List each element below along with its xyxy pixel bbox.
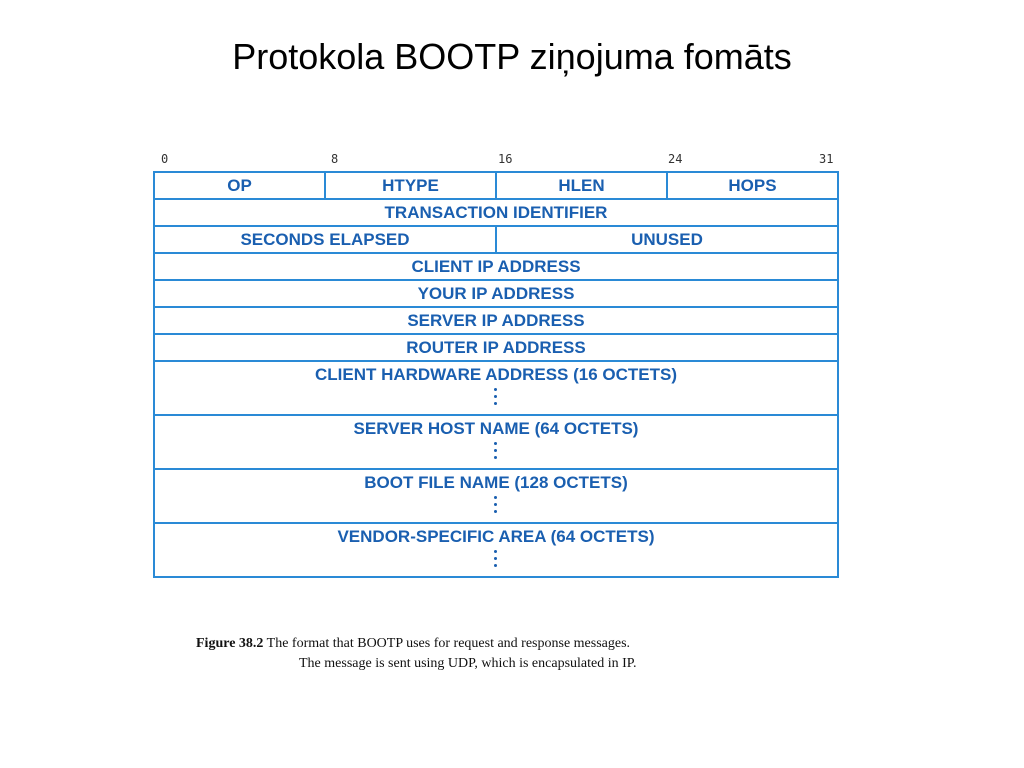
field-client-hardware-label: CLIENT HARDWARE ADDRESS (16 OCTETS) <box>314 365 678 384</box>
caption-line-2: The message is sent using UDP, which is encapsulated in IP. <box>299 656 637 671</box>
field-unused: UNUSED <box>495 227 837 252</box>
figure-label: Figure 38.2 <box>196 636 264 651</box>
field-server-host-name <box>155 416 837 468</box>
row-client-ip <box>155 252 837 279</box>
continuation-dots-icon <box>494 386 498 406</box>
row-server-ip <box>155 306 837 333</box>
field-boot-file-label: BOOT FILE NAME (128 OCTETS) <box>364 473 628 492</box>
field-hlen: HLEN <box>495 173 666 198</box>
bit-ruler-16: 16 <box>498 152 513 166</box>
continuation-dots-icon <box>494 440 498 460</box>
bit-ruler-0: 0 <box>161 152 169 166</box>
continuation-dots-icon <box>494 494 498 514</box>
continuation-dots-icon <box>494 548 498 568</box>
field-server-ip-address: SERVER IP ADDRESS <box>407 311 585 330</box>
row-router-ip <box>155 333 837 360</box>
row-transaction-id <box>155 198 837 225</box>
bit-ruler-31: 31 <box>819 152 834 166</box>
field-vendor-specific-area <box>155 524 837 576</box>
bit-ruler <box>0 152 1024 170</box>
row-op-htype-hlen-hops <box>155 173 837 198</box>
field-client-hardware-address <box>155 362 837 414</box>
field-seconds-elapsed: SECONDS ELAPSED <box>240 230 410 249</box>
row-your-ip <box>155 279 837 306</box>
field-router-ip-address: ROUTER IP ADDRESS <box>406 338 586 357</box>
figure-caption <box>196 634 836 674</box>
field-transaction-identifier: TRANSACTION IDENTIFIER <box>384 203 608 222</box>
field-vendor-area-label: VENDOR-SPECIFIC AREA (64 OCTETS) <box>337 527 655 546</box>
bit-ruler-8: 8 <box>331 152 339 166</box>
field-hops: HOPS <box>666 173 837 198</box>
field-server-host-label: SERVER HOST NAME (64 OCTETS) <box>353 419 639 438</box>
row-client-hardware <box>155 360 837 414</box>
row-seconds-unused <box>155 225 837 252</box>
row-server-host-name <box>155 414 837 468</box>
caption-line-1: The format that BOOTP uses for request and response messages. <box>266 636 631 651</box>
field-op: OP <box>227 176 252 195</box>
field-htype: HTYPE <box>324 173 495 198</box>
field-client-ip-address: CLIENT IP ADDRESS <box>411 257 581 276</box>
field-boot-file-name <box>155 470 837 522</box>
slide-title: Protokola BOOTP ziņojuma fomāts <box>232 36 792 77</box>
row-vendor-area <box>155 522 837 576</box>
bit-ruler-24: 24 <box>668 152 683 166</box>
field-your-ip-address: YOUR IP ADDRESS <box>417 284 575 303</box>
bootp-packet-diagram <box>153 171 839 578</box>
row-boot-file-name <box>155 468 837 522</box>
